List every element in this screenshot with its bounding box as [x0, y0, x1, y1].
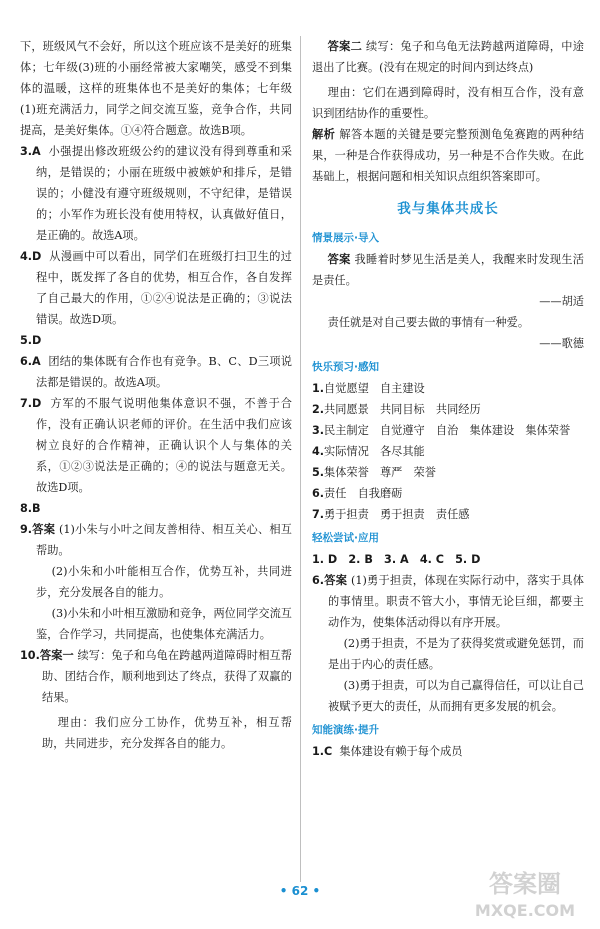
item-explanation: 方军的不服气说明他集体意识不强，不善于合作，没有正确认识老师的评价。在生活中我们应该树立良好的合作精神，正确认识个人与集体的关系，①②③说法是正确的；④的说法与题意无关。故选D项。	[36, 397, 292, 494]
page-number-value: 62	[291, 884, 309, 898]
item-number: 1.	[312, 382, 325, 395]
answer-part-3: (3)小朱和小叶相互激励和竞争，两位同学交流互鉴，合作学习，共同提高，也使集体充满活力。	[36, 607, 292, 641]
answer-label: 答案	[32, 522, 56, 536]
item-choice: D	[32, 250, 42, 263]
watermark-text: 答案圈	[489, 870, 561, 898]
column-divider	[300, 36, 301, 882]
left-column	[20, 36, 292, 754]
item-number: 3.	[312, 424, 325, 437]
item-text: 共同愿景 共同目标 共同经历	[324, 403, 481, 416]
subhead-label: 快乐预习	[312, 361, 354, 373]
item-number: 4.	[20, 250, 33, 263]
preview-item-2	[312, 399, 584, 420]
subhead-sublabel: 应用	[358, 532, 379, 544]
item-number: 6.	[312, 574, 325, 587]
answer-item-7	[20, 393, 292, 498]
quote-author: ——胡适	[539, 295, 584, 308]
subhead-sublabel: 导入	[358, 232, 379, 244]
subhead-sublabel: 感知	[358, 361, 379, 373]
item-number: 4.	[312, 445, 325, 458]
watermark-url: MXQE.COM	[474, 901, 576, 920]
subhead-sublabel: 提升	[358, 724, 379, 736]
answer-item-6	[20, 351, 292, 393]
answer-part-2: (2)勇于担责，不是为了获得奖赏或避免惩罚，而是出于内心的责任感。	[328, 637, 584, 671]
item-number: 5.	[312, 466, 325, 479]
preview-item-5	[312, 462, 584, 483]
answer-part-1: (1)勇于担责，体现在实际行动中，落实于具体的事情里。职责不管大小，事情无论巨细，都要主动作为，使集体活动得以有序开展。	[328, 574, 584, 629]
item-choice: B	[32, 502, 41, 515]
subhead-extension: 知能演练·提升	[312, 724, 379, 736]
watermark-logo-icon	[470, 858, 580, 922]
item-number: 9.	[20, 523, 33, 536]
subhead-label: 轻松尝试	[312, 532, 354, 544]
item-number: 10.	[20, 649, 40, 662]
answer-part-1: (1)小朱与小叶之间友善相待、相互关心、相互帮助。	[36, 523, 292, 557]
item-explanation: 团结的集体既有合作也有竞争。B、C、D三项说法都是错误的。故选A项。	[36, 355, 292, 389]
item-number: 2.	[312, 403, 325, 416]
answer-item-8	[20, 498, 292, 519]
answer-item-9	[20, 519, 292, 561]
item-number: 6.	[312, 487, 325, 500]
answer-label: 答案二	[327, 39, 363, 53]
quote-author-2: ——歌德	[539, 337, 584, 350]
item-choice: D	[32, 334, 42, 347]
item-text: 实际情况 各尽其能	[324, 445, 425, 458]
item-number: 5.	[20, 334, 33, 347]
answer-continuation: 下，班级风气不会好，所以这个班应该不是美好的班集体；七年级(3)班的小丽经常被大家嘲笑，感受不到集体的温暖，这样的班集体也不是美好的集体；七年级(1)班充满活力，同学之间交流互鉴，竞争合作，共同提高，是美好集体。①④符合题意。故选B项。	[20, 40, 292, 137]
item-text: 责任 自我磨砺	[324, 487, 403, 500]
item-text: 民主制定 自觉遵守 自治 集体建设 集体荣誉	[324, 424, 571, 437]
quote-text: 我睡着时梦见生活是美人，我醒来时发现生活是责任。	[312, 253, 584, 287]
item-choice: A	[32, 355, 41, 368]
preview-item-7	[312, 504, 584, 525]
answer-continuation-text: 续写：兔子和乌龟无法跨越两道障碍，中途退出了比赛。(没有在规定的时间内到达终点)	[312, 40, 584, 74]
item-number: 1.	[312, 745, 325, 758]
preview-item-3	[312, 420, 584, 441]
answer-item-10	[20, 645, 292, 708]
answer-item-5	[20, 330, 292, 351]
subhead-label: 情景展示	[312, 232, 354, 244]
subhead-intro: 情景展示·导入	[312, 232, 379, 244]
item-choice: A	[32, 145, 41, 158]
item-choice: C	[324, 745, 333, 758]
extension-item-1	[312, 741, 584, 762]
analysis	[312, 124, 584, 187]
subhead-practice: 轻松尝试·应用	[312, 532, 379, 544]
subhead-label: 知能演练	[312, 724, 354, 736]
analysis-text: 解答本题的关键是要完整预测龟兔赛跑的两种结果，一种是合作获得成功，另一种是不合作失败。在此基础上，根据问题和相关知识点组织答案即可。	[312, 128, 584, 183]
item-explanation: 从漫画中可以看出，同学们在班级打扫卫生的过程中，既发挥了各自的优势，相互合作，各自发挥了自己最大的作用，①②④说法是正确的；③说法错误。故选D项。	[36, 250, 292, 326]
practice-item-6	[312, 570, 584, 633]
answer-part-2: (2)小朱和小叶能相互合作，优势互补，共同进步，充分发展各自的能力。	[36, 565, 292, 599]
preview-item-4	[312, 441, 584, 462]
answer-item-3	[20, 141, 292, 246]
right-column	[312, 36, 584, 762]
preview-item-6	[312, 483, 584, 504]
item-explanation: 小强提出修改班级公约的建议没有得到尊重和采纳，是错误的；小丽在班级中被嫉妒和排斥，是错误的；小健没有遵守班级规则，不守纪律，是错误的；小军作为班长没有使用特权，认真做好值日，是正确的。故选A项。	[36, 145, 292, 242]
answer-continuation-text: 续写：兔子和乌龟在跨越两道障碍时相互帮助、团结合作，顺利地到达了终点，获得了双赢的结果。	[42, 649, 292, 704]
answer-reason: 理由：它们在遇到障碍时，没有相互合作，没有意识到团结协作的重要性。	[312, 86, 584, 120]
item-choice: D	[32, 397, 42, 410]
quote-text-2: 责任就是对自己要去做的事情有一种爱。	[327, 316, 530, 329]
answer-label: 答案一	[39, 648, 74, 662]
quick-answers: 1. D 2. B 3. A 4. C 5. D	[312, 553, 481, 566]
answer-part-3: (3)勇于担责，可以为自己赢得信任，可以让自己被赋予更大的责任，从而拥有更多发展的机会。	[328, 679, 584, 713]
subhead-preview: 快乐预习·感知	[312, 361, 379, 373]
section-title: 我与集体共成长	[397, 201, 499, 217]
item-text: 自觉愿望 自主建设	[324, 382, 425, 395]
answer-label: 答案	[327, 252, 351, 266]
answer-two	[312, 36, 584, 78]
item-text: 集体荣誉 尊严 荣誉	[324, 466, 436, 479]
item-text: 勇于担责 勇于担责 责任感	[324, 508, 470, 521]
item-number: 7.	[312, 508, 325, 521]
answer-item-4	[20, 246, 292, 330]
intro-quote	[312, 249, 584, 291]
item-explanation: 集体建设有赖于每个成员	[339, 745, 463, 758]
item-number: 7.	[20, 397, 33, 410]
item-number: 6.	[20, 355, 33, 368]
item-number: 3.	[20, 145, 33, 158]
analysis-label: 解析	[312, 127, 336, 141]
item-number: 8.	[20, 502, 33, 515]
preview-item-1	[312, 378, 584, 399]
answer-reason: 理由：我们应分工协作，优势互补，相互帮助，共同进步，充分发挥各自的能力。	[42, 716, 292, 750]
page-number: • 62 •	[279, 884, 321, 898]
answer-label: 答案	[324, 573, 348, 587]
